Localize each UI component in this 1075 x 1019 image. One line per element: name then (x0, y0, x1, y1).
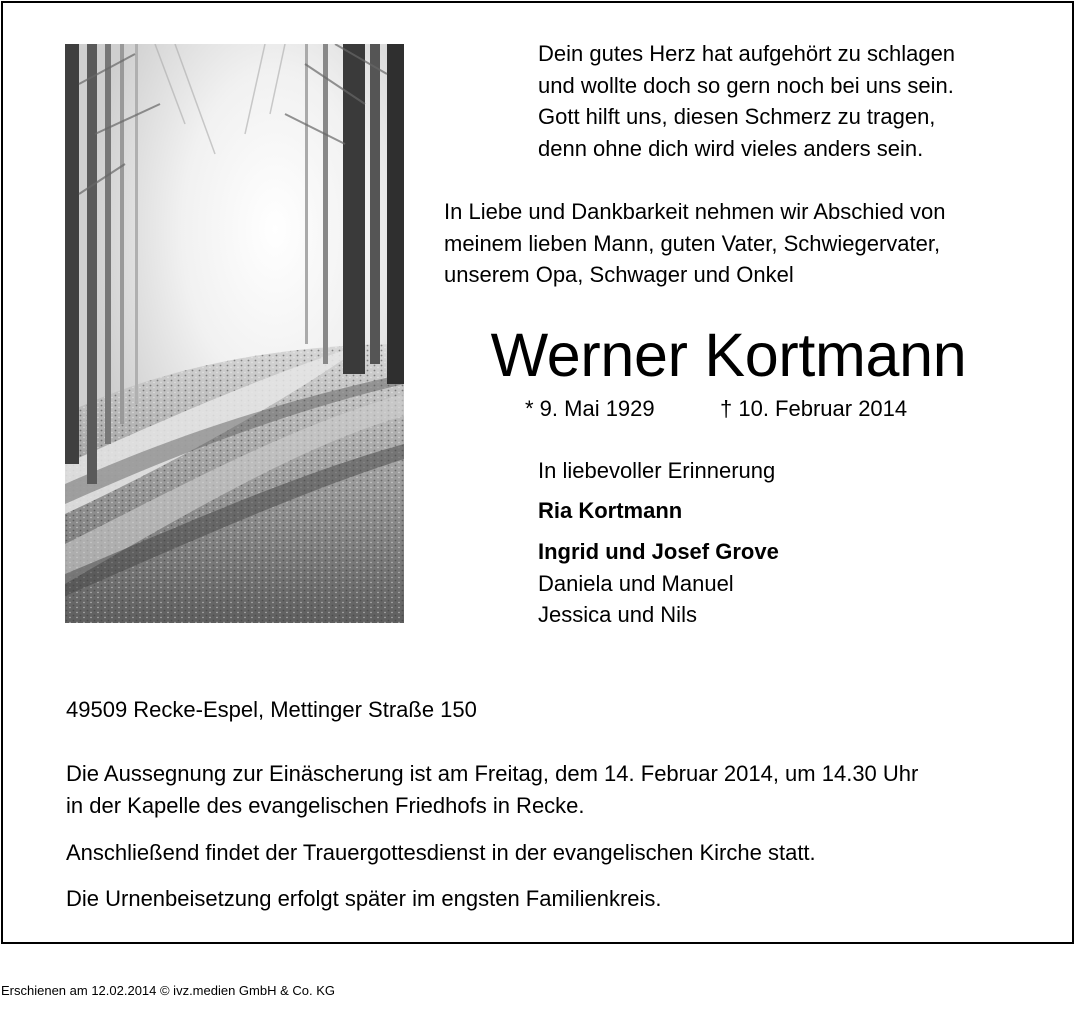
intro-line: unserem Opa, Schwager und Onkel (444, 262, 794, 287)
intro-line: In Liebe und Dankbarkeit nehmen wir Abschied von (444, 199, 946, 224)
poem-line: Dein gutes Herz hat aufgehört zu schlagen (538, 41, 956, 66)
poem-line: und wollte doch so gern noch bei uns sein. (538, 72, 954, 98)
intro-line: meinem lieben Mann, guten Vater, Schwiegervater, (444, 230, 941, 256)
forest-path-photo (65, 44, 404, 623)
service-line: in der Kapelle des evangelischen Friedhofs in Recke. (66, 792, 585, 818)
birth-date: * 9. Mai 1929 (525, 396, 655, 421)
poem-line: Gott hilft uns, diesen Schmerz zu tragen, (538, 104, 936, 129)
mourner-grandchildren: Daniela und Manuel (538, 571, 734, 596)
address: 49509 Recke-Espel, Mettinger Straße 150 (66, 697, 477, 722)
burial-note: Die Urnenbeisetzung erfolgt später im engsten Familienkreis. (66, 886, 662, 911)
obituary-frame (1, 1, 1074, 944)
death-date: † 10. Februar 2014 (720, 396, 908, 421)
mourner-spouse: Ria Kortmann (538, 498, 683, 523)
mourner-family: Ingrid und Josef Grove (538, 539, 779, 564)
deceased-name: Werner Kortmann (490, 321, 967, 389)
farewell-intro (444, 196, 945, 291)
poem (538, 38, 955, 164)
memory-heading: In liebevoller Erinnerung (538, 458, 776, 483)
publication-note: Erschienen am 12.02.2014 © ivz.medien GmbH & Co. KG (1, 983, 336, 998)
mourner-grandchildren: Jessica und Nils (538, 602, 697, 627)
service-line: Die Aussegnung zur Einäscherung ist am Freitag, dem 14. Februar 2014, um 14.30 Uhr (66, 761, 919, 786)
poem-line: denn ohne dich wird vieles anders sein. (538, 135, 924, 161)
church-service: Anschließend findet der Trauergottesdienst in der evangelischen Kirche statt. (66, 840, 816, 865)
service-details (66, 758, 918, 821)
